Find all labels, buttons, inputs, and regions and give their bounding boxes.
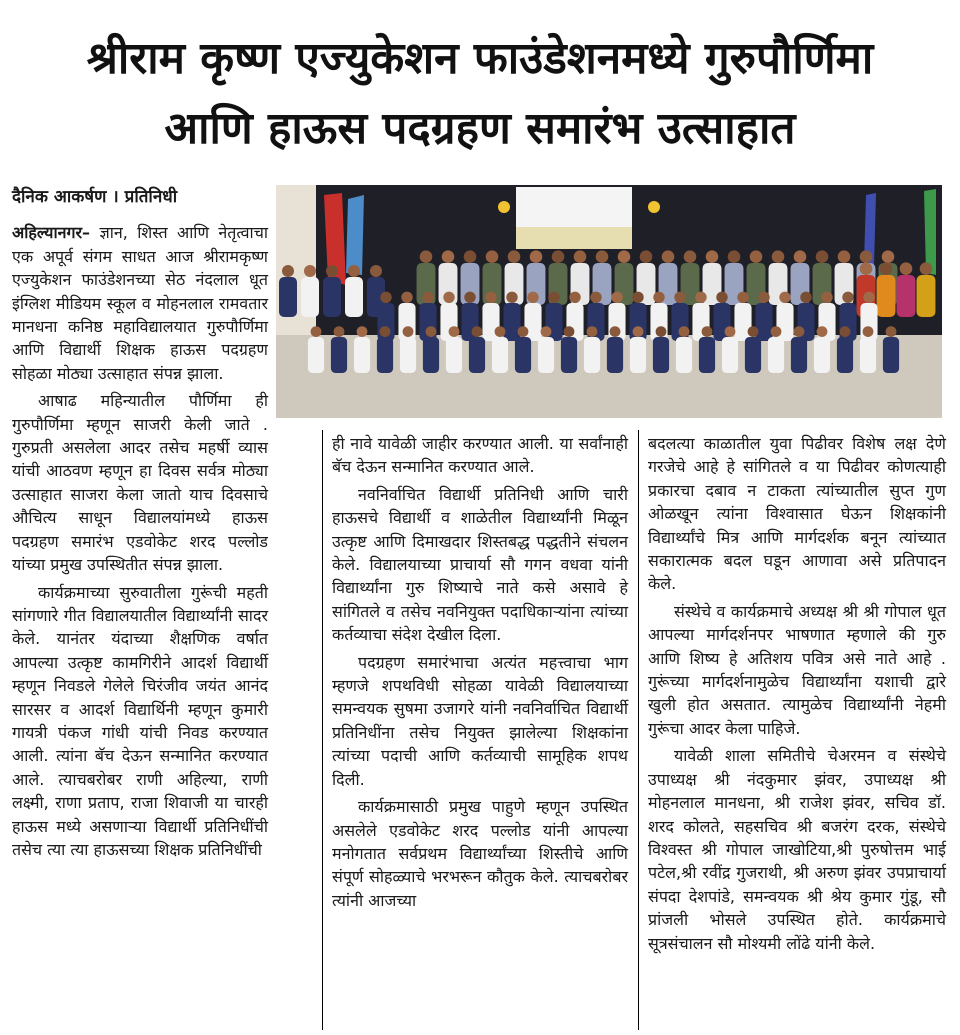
article-column-3 <box>648 432 946 955</box>
paragraph: संस्थेचे व कार्यक्रमाचे अध्यक्ष श्री श्री गोपाल धूत आपल्या मार्गदर्शनपर भाषणात म्हणाले की गुरु आणि शिष्य हे अतिशय पवित्र असे नाते आहे . गुरूंच्या मार्गदर्शनामुळेच विद्यार्थ्यांना यशाची द्वारे खुली होत असतात. त्यामुळेच विद्यार्थ्यांनी नेहमी गुरूंचा आदर केला पाहिजे. <box>648 601 946 738</box>
paragraph: बदलत्या काळातील युवा पिढीवर विशेष लक्ष देणे गरजेचे आहे हे सांगितले व या पिढीवर कोणत्याही प्रकारचा दबाव न टाकता त्यांच्यातील सुप्त गुण ओळखून त्यांना विश्वासात घेऊन शिक्षकांनी विद्यार्थ्यांचे मित्र आणि मार्गदर्शक बनून त्यांच्यात सकारात्मक बदल घडून आणावा असे प्रतिपादन केले. <box>648 434 946 594</box>
headline-line-2: आणि हाऊस पदग्रहण समारंभ उत्साहात <box>164 103 796 154</box>
article-column-2 <box>332 432 628 912</box>
dateline-place: अहिल्यानगर– <box>12 223 91 243</box>
headline-line-1: श्रीराम कृष्ण एज्युकेशन फाउंडेशनमध्ये गुरुपौर्णिमा <box>86 33 874 84</box>
column-divider <box>322 430 323 1030</box>
paragraph: पदग्रहण समारंभाचा अत्यंत महत्त्वाचा भाग म्हणजे शपथविधी सोहळा यावेळी विद्यालयाच्या समन्वयक सुषमा उजागरे यांनी नवनिर्वाचित विद्यार्थी प्रतिनिधींना तसेच नियुक्त झालेल्या शिक्षकांना त्यांच्या पदाची आणि कर्तव्याची सामूहिक शपथ दिली. <box>332 652 628 789</box>
paragraph: आषाढ महिन्यातील पौर्णिमा ही गुरुपौर्णिमा म्हणून साजरी केली जाते . गुरुप्रती असलेला आदर तसेच महर्षी व्यास यांची आठवण म्हणून हा दिवस सर्वत्र मोठ्या उत्साहात साजरा केला जातो याच दिवसाचे औचित्य साधून विद्यालयांमध्ये हाऊस पदग्रहण समारंभ एडवोकेट शरद पल्लोड यांच्या प्रमुख उपस्थितीत संपन्न झाला. <box>12 391 268 575</box>
column-divider <box>638 430 639 1030</box>
headline <box>0 0 960 180</box>
paragraph: कार्यक्रमासाठी प्रमुख पाहुणे म्हणून उपस्थित असलेले एडवोकेट शरद पल्लोड यांनी आपल्या मनोगतात सर्वप्रथम विद्यार्थ्यांच्या शिस्तीचे आणि संपूर्ण सोहळ्याचे भरभरून कौतुक केले. त्याचबरोबर त्यांनी आजच्या <box>332 797 628 910</box>
paragraph-text: ज्ञान, शिस्त आणि नेतृत्वाचा एक अपूर्व संगम साधत आज श्रीरामकृष्ण एज्युकेशन फाउंडेशनच्या सेठ नंदलाल धूत इंग्लिश मीडियम स्कूल व मोहनलाल रामवतार मानधना कनिष्ठ महाविद्यालयात गुरुपौर्णिमा आणि विद्यार्थी शिक्षक हाऊस पदग्रहण सोहळा मोठ्या उत्साहात संपन्न झाला. <box>12 223 268 383</box>
group-photo <box>276 185 942 418</box>
flag <box>346 195 364 275</box>
byline: दैनिक आकर्षण । प्रतिनिधी <box>12 187 178 207</box>
group-photo-illustration <box>276 185 942 418</box>
paragraph <box>12 221 268 385</box>
flag <box>924 189 936 275</box>
paragraph: नवनिर्वाचित विद्यार्थी प्रतिनिधी आणि चारी हाऊसचे विद्यार्थी व शाळेतील विद्यार्थ्यांनी मिळून उत्कृष्ट आणि दिमाखदार शिस्तबद्ध पद्धतीने संचलन केले. विद्यालयाच्या प्राचार्या सौ गगन वधवा यांनी विद्यार्थ्यांना गुरु शिष्याचे नाते कसे असावे हे सांगितले व तसेच नवनियुक्त पदाधिकाऱ्यांना त्यांच्या कर्तव्याचा संदेश देखील दिला. <box>332 484 628 645</box>
paragraph: ही नावे यावेळी जाहीर करण्यात आली. या सर्वांनाही बॅच देऊन सन्मानित करण्यात आले. <box>332 434 628 477</box>
article-column-1 <box>12 186 268 861</box>
paragraph: यावेळी शाला समितीचे चेअरमन व संस्थेचे उपाध्यक्ष श्री नंदकुमार झंवर, उपाध्यक्ष श्री मोहनलाल मानधना, श्री राजेश झंवर, सचिव डॉ. शरद कोलते, सहसचिव श्री बजरंग दरक, संस्थेचे विश्वस्त श्री गोपाल जाखोटिया,श्री पुरुषोत्तम भाई पटेल,श्री रवींद्र गुजराथी, श्री अरुण झंवर उपप्राचार्या संपदा देशपांडे, समन्वयक श्री श्रेय कुमार गुंडू, सौ प्रांजली भोसले उपस्थित होते. कार्यक्रमाचे सूत्रसंचालन सौ मोश्यमी लोंढे यांनी केले. <box>648 746 946 953</box>
paragraph: कार्यक्रमाच्या सुरुवातीला गुरूंची महती सांगणारे गीत विद्यालयातील विद्यार्थ्यांनी सादर केले. यानंतर यंदाच्या शैक्षणिक वर्षात आपल्या उत्कृष्ट कामगिरीने आदर्श विद्यार्थी म्हणून निवडले गेलेले चिरंजीव जयंत आनंद सारसर व आदर्श विद्यार्थिनी म्हणून कुमारी गायत्री पंकज गांधी यांची निवड करण्यात आली. त्यांना बॅच देऊन सन्मानित करण्यात आले. त्याचबरोबर राणी अहिल्या, राणी लक्ष्मी, राणा प्रताप, राजा शिवाजी या चारही हाऊस मध्ये असणाऱ्या विद्यार्थी प्रतिनिधींची तसेच त्या त्या हाऊसच्या शिक्षक प्रतिनिधींची <box>12 582 268 859</box>
